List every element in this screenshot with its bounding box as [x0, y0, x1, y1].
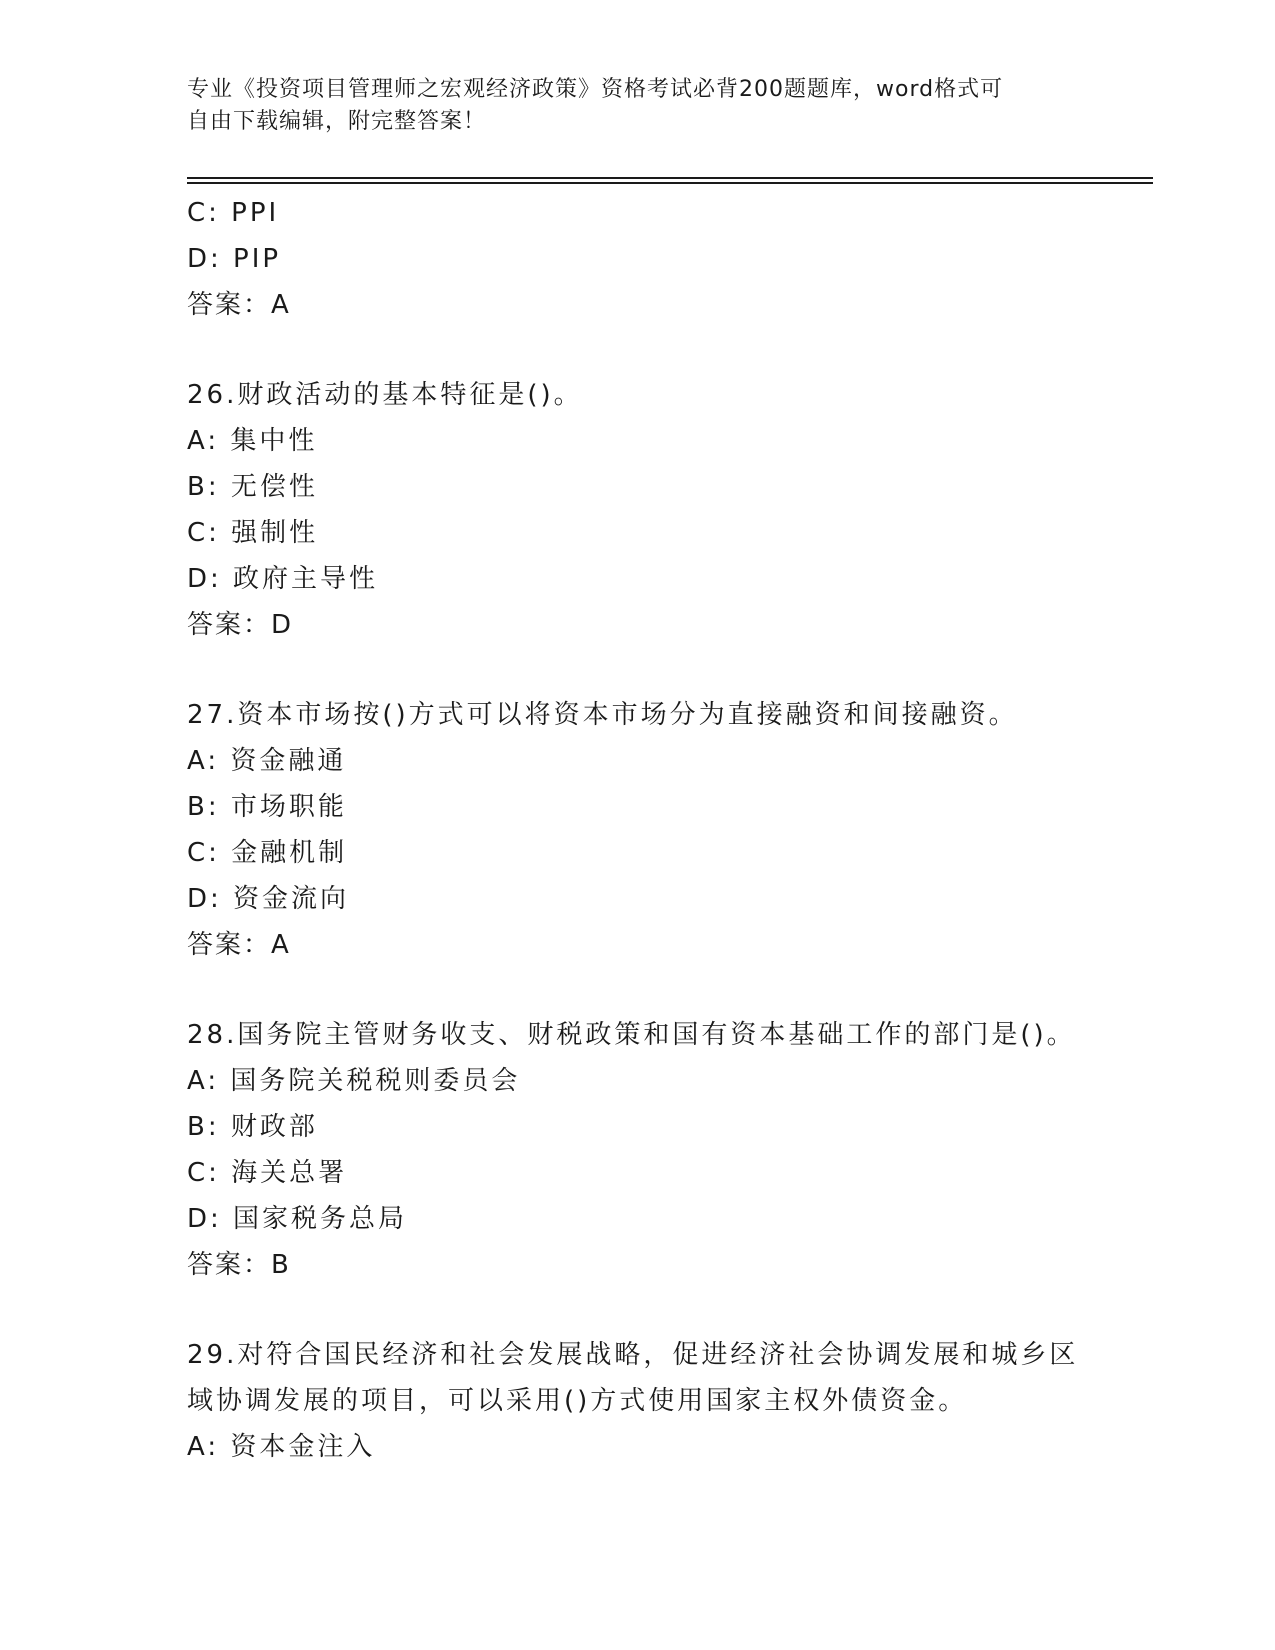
option-d: D: 国家税务总局: [187, 1204, 408, 1234]
question-27: [187, 692, 1087, 968]
question-text: 27.资本市场按()方式可以将资本市场分为直接融资和间接融资。: [187, 700, 1018, 730]
question-26: [187, 372, 1087, 648]
question-text: 26.财政活动的基本特征是()。: [187, 380, 583, 410]
option-c: C: 强制性: [187, 518, 319, 548]
header-rule-top: [187, 177, 1153, 179]
answer-label: 答案：A: [187, 290, 291, 320]
header-rule-bottom: [187, 182, 1153, 184]
option-d: D: 资金流向: [187, 884, 350, 914]
question-25-tail: [187, 190, 1087, 328]
answer-label: 答案：A: [187, 930, 291, 960]
option-a: A: 资本金注入: [187, 1432, 376, 1462]
option-b: B: 市场职能: [187, 792, 347, 822]
question-text-line-2: 域协调发展的项目，可以采用()方式使用国家主权外债资金。: [187, 1386, 968, 1416]
option-c: C: 金融机制: [187, 838, 348, 868]
question-text: 28.国务院主管财务收支、财税政策和国有资本基础工作的部门是()。: [187, 1020, 1076, 1050]
question-list: [187, 190, 1087, 1470]
option-b: B: 无偿性: [187, 472, 318, 502]
option-a: A: 资金融通: [187, 746, 347, 776]
document-header: [187, 74, 1077, 138]
question-28: [187, 1012, 1087, 1288]
question-29: [187, 1332, 1087, 1470]
answer-label: 答案：B: [187, 1250, 291, 1280]
option-d: D: PIP: [187, 244, 282, 274]
option-d: D: 政府主导性: [187, 564, 379, 594]
option-b: B: 财政部: [187, 1112, 318, 1142]
option-a: A: 集中性: [187, 426, 318, 456]
header-line-2: 自由下载编辑，附完整答案！: [187, 109, 487, 134]
option-c: C: PPI: [187, 198, 280, 228]
question-text-line-1: 29.对符合国民经济和社会发展战略，促进经济社会协调发展和城乡区: [187, 1340, 1079, 1370]
option-a: A: 国务院关税税则委员会: [187, 1066, 521, 1096]
answer-label: 答案：D: [187, 610, 294, 640]
option-c: C: 海关总署: [187, 1158, 348, 1188]
header-line-1: 专业《投资项目管理师之宏观经济政策》资格考试必背200题题库，word格式可: [187, 77, 1004, 102]
